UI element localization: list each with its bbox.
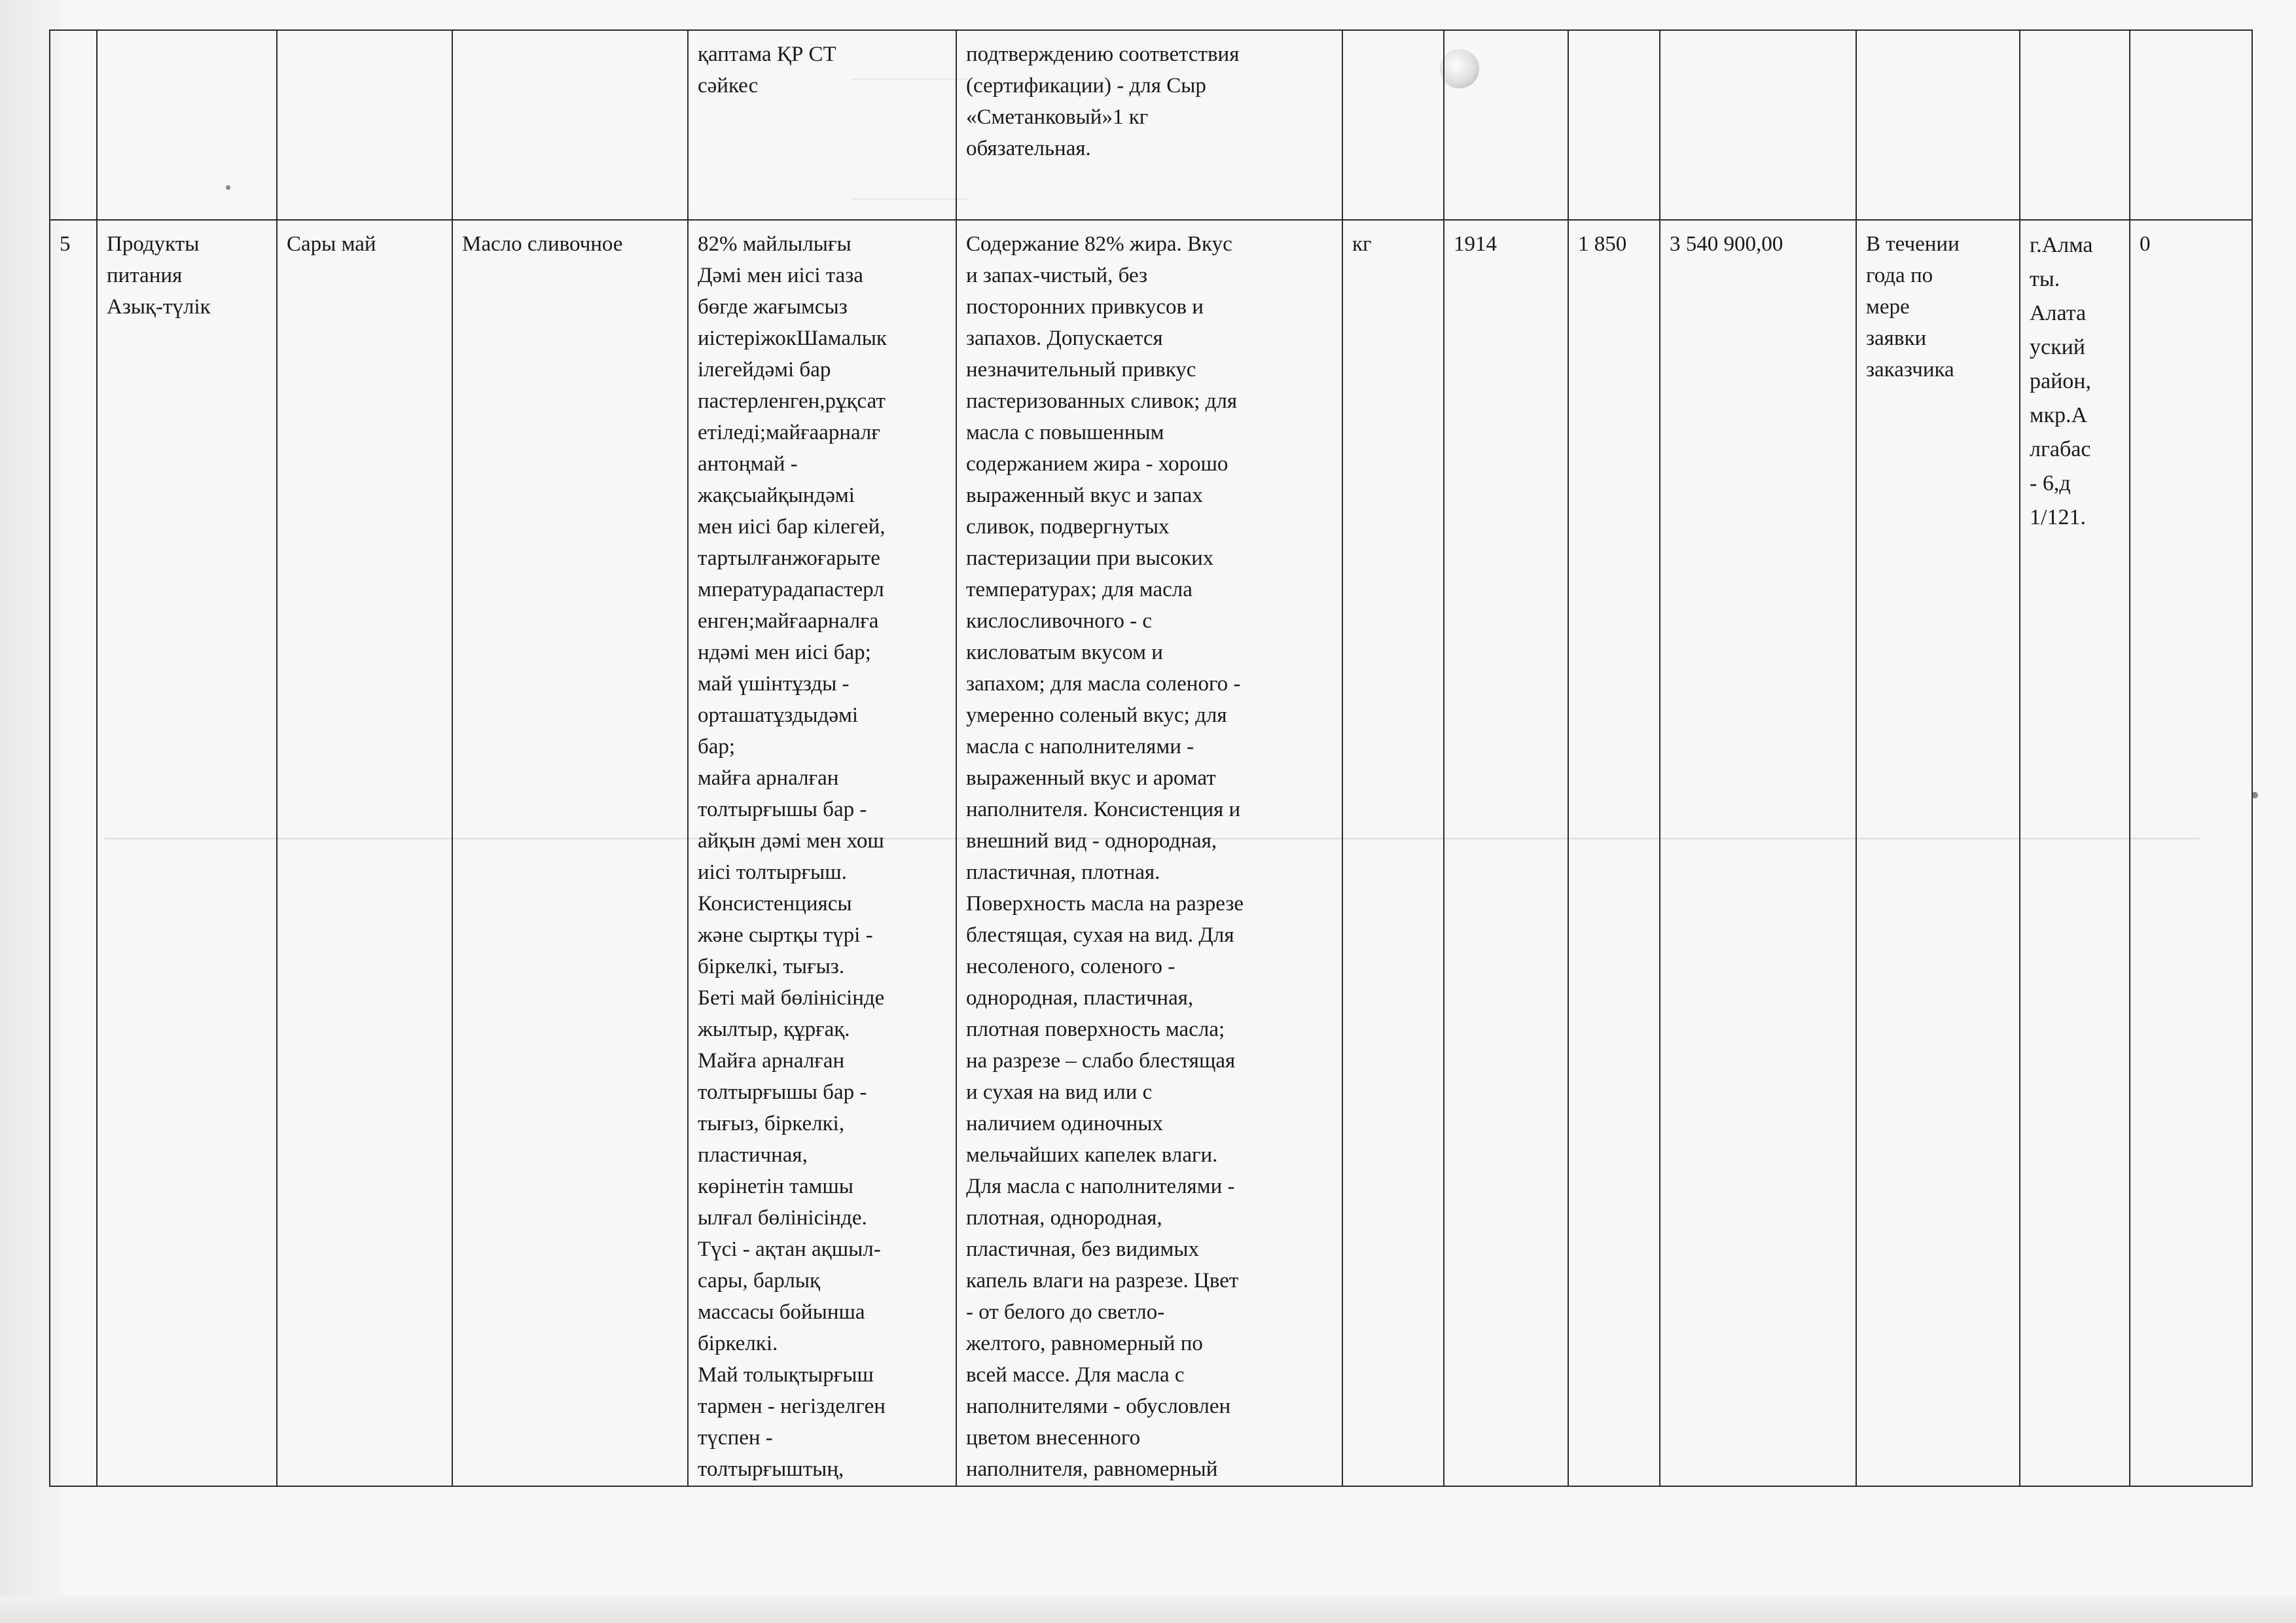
cell-spec-kz: [688, 30, 956, 220]
item-total: 3 540 900,00: [1670, 232, 1784, 256]
item-quantity: 1914: [1454, 232, 1497, 256]
cell-price: [1568, 220, 1660, 1486]
cell-spec-ru: [956, 30, 1342, 220]
table-row: [50, 30, 2252, 220]
cell-delivery-time: [1856, 220, 2020, 1486]
cell-spec-ru: [956, 220, 1342, 1486]
cell-unit: [1342, 220, 1444, 1486]
cell-name-ru: [452, 30, 688, 220]
cell-advance: [2130, 220, 2252, 1486]
item-advance: 0: [2140, 232, 2151, 256]
spec-ru-continued: подтверждению соответствия (сертификации) - для Сыр «Сметанковый»1 кг обязательная.: [966, 43, 1240, 160]
item-unit: кг: [1352, 232, 1372, 256]
item-name-ru: Масло сливочное: [462, 232, 623, 256]
item-price: 1 850: [1578, 232, 1627, 256]
item-spec-ru: Содержание 82% жира. Вкус и запах-чистый, без посторонних привкусов и запахов. Допускается незначительный привкус пастеризованных сливок; для масла с повышенным содержанием жира - хорошо выраженный вкус и запах сливок, подвергнутых пастеризации при высоких температурах; для масла кислосливочного - с кисловатым вкусом и запахом; для масла соленого - умеренно соленый вкус; для масла с наполнителями - выраженный вкус и аромат наполнителя. Консистенция и внешний вид - однородная, пластичная, плотная. Поверхность масла на разрезе блестящая, сухая на вид. Для несоленого, соленого - однородная, пластичная, плотная поверхность масла; на разрезе – слабо блестящая и сухая на вид или с наличием одиночных мельчайших капелек влаги. Для масла с наполнителями - плотная, однородная, пластичная, без видимых капель влаги на разрезе. Цвет - от белого до светло- желтого, равномерный по всей массе. Для масла с наполнителями - обусловлен цветом внесенного наполнителя, равномерный: [966, 232, 1244, 1481]
cell-unit: [1342, 30, 1444, 220]
cell-quantity: [1444, 220, 1568, 1486]
procurement-table: [49, 29, 2253, 1487]
item-delivery-time: В течении года по мере заявки заказчика: [1866, 232, 1960, 382]
cell-total: [1660, 220, 1856, 1486]
cell-name-ru: [452, 220, 688, 1486]
cell-quantity: [1444, 30, 1568, 220]
cell-category: [97, 30, 277, 220]
cell-delivery-time: [1856, 30, 2020, 220]
cell-delivery-place: [2020, 220, 2130, 1486]
table-row: [50, 220, 2252, 1486]
cell-num: [50, 220, 97, 1486]
item-spec-kz: 82% майлылығы Дәмі мен иісі таза бөгде жағымсыз иістеріжокШамалык ілегейдәмі бар пастерленген,рұқсат етіледі;майғаарналғ антоңмай - жақсыайқындәмі мен иісі бар кілегей, тартылғанжоғарыте мпературадапастерл енген;майғаарналға ндәмі мен иісі бар; май үшінтұзды - орташатұздыдәмі бар; майға арналған толтырғышы бар - айқын дәмі мен хош иісі толтырғыш. Консистенциясы және сыртқы түрі - біркелкі, тығыз. Беті май бөлінісінде жылтыр, құрғақ. Майға арналған толтырғышы бар - тығыз, біркелкі, пластичная, көрінетін тамшы ылғал бөлінісінде. Түсі - ақтан ақшыл- сары, барлық массасы бойынша біркелкі. Май толықтырғыш тармен - негізделген түспен - толтырғыштың,: [698, 232, 887, 1481]
scan-edge-bottom: [0, 1597, 2296, 1623]
spec-kz-continued: қаптама ҚР СТ сәйкес: [698, 43, 836, 98]
cell-name-kz: [277, 220, 452, 1486]
item-delivery-place: г.Алма ты. Алата уский район, мкр.А лгабас - 6,д 1/121.: [2030, 233, 2093, 529]
cell-delivery-place: [2020, 30, 2130, 220]
cell-category: [97, 220, 277, 1486]
cell-advance: [2130, 30, 2252, 220]
item-category: Продукты питания Азық-түлік: [107, 232, 211, 319]
item-name-kz: Сары май: [287, 232, 376, 256]
cell-spec-kz: [688, 220, 956, 1486]
cell-price: [1568, 30, 1660, 220]
cell-name-kz: [277, 30, 452, 220]
cell-total: [1660, 30, 1856, 220]
cell-num: [50, 30, 97, 220]
item-number: 5: [60, 232, 71, 256]
